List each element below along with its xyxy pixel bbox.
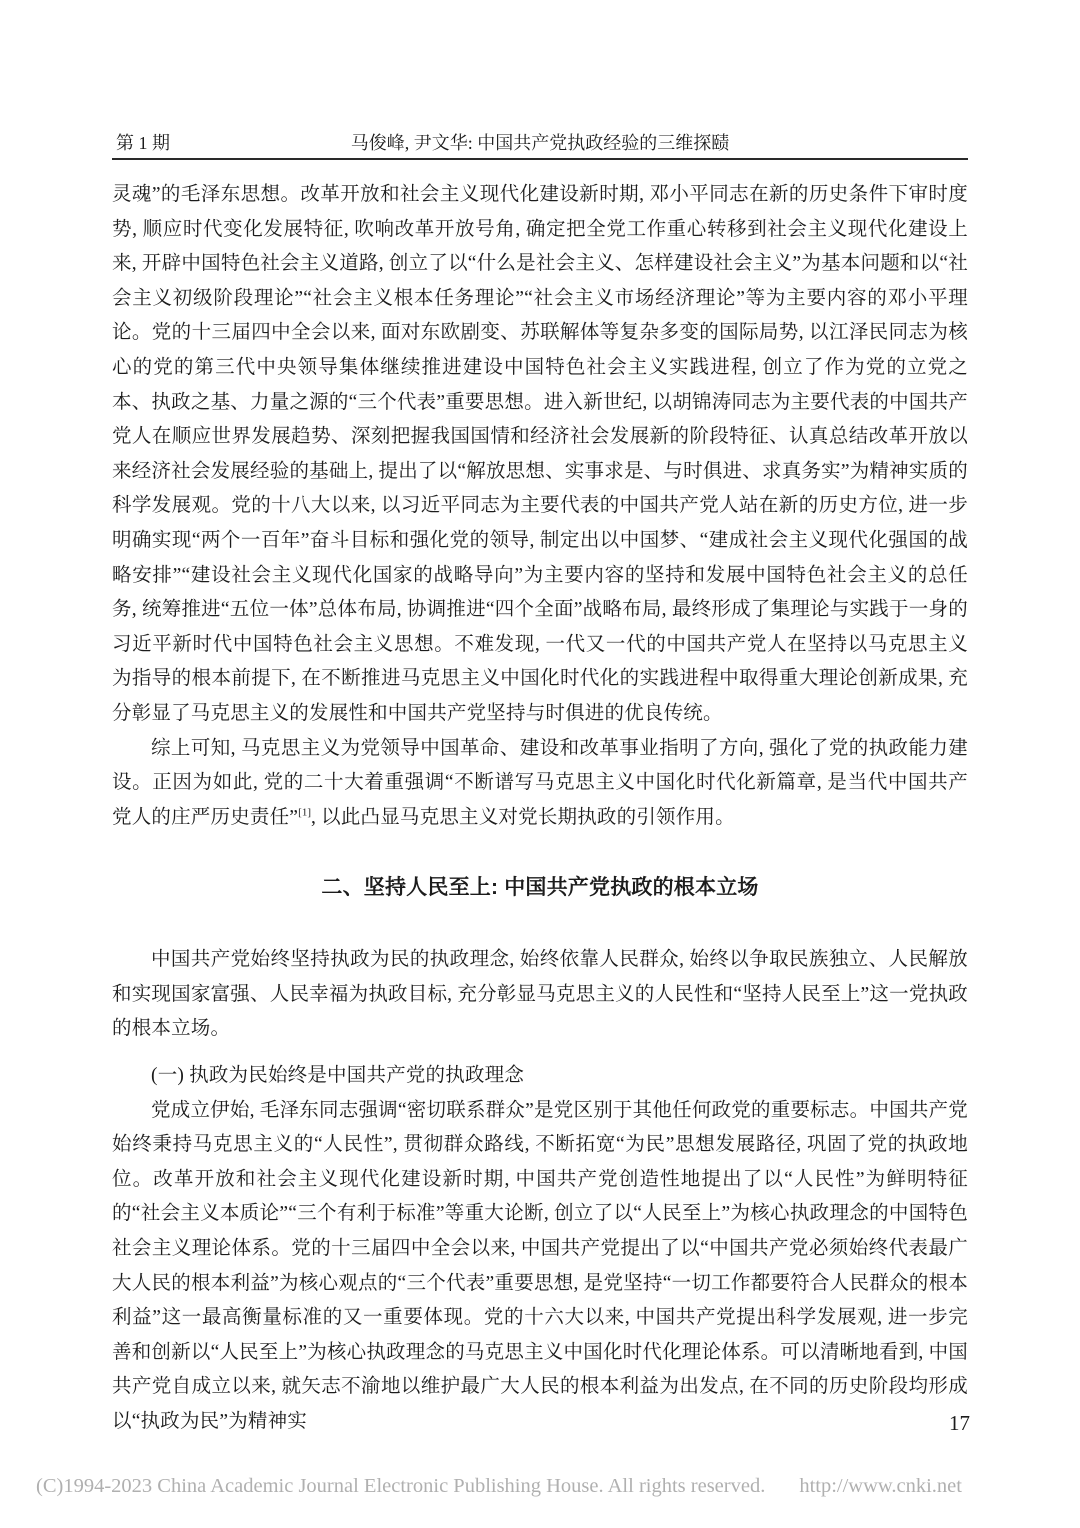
paragraph-summary <box>112 732 968 836</box>
page-number: 17 <box>949 1411 970 1435</box>
paragraph-continuation: 灵魂”的毛泽东思想。改革开放和社会主义现代化建设新时期, 邓小平同志在新的历史条件下审时度势, 顺应时代变化发展特征, 吹响改革开放号角, 确定把全党工作重心转移到社会主义现代化建设上来, 开辟中国特色社会主义道路, 创立了以“什么是社会主义、怎样建设社会主义”为基本问题和以“社会主义初级阶段理论”“社会主义根本任务理论”“社会主义市场经济理论”等为主要内容的邓小平理论。党的十三届四中全会以来, 面对东欧剧变、苏联解体等复杂多变的国际局势, 以江泽民同志为核心的党的第三代中央领导集体继续推进建设中国特色社会主义实践进程, 创立了作为党的立党之本、执政之基、力量之源的“三个代表”重要思想。进入新世纪, 以胡锦涛同志为主要代表的中国共产党人在顺应世界发展趋势、深刻把握我国国情和经济社会发展新的阶段特征、认真总结改革开放以来经济社会发展经验的基础上, 提出了以“解放思想、实事求是、与时俱进、求真务实”为精神实质的科学发展观。党的十八大以来, 以习近平同志为主要代表的中国共产党人站在新的历史方位, 进一步明确实现“两个一百年”奋斗目标和强化党的领导, 制定出以中国梦、“建成社会主义现代化强国的战略安排”“建设社会主义现代化国家的战略导向”为主要内容的坚持和发展中国特色社会主义的总任务, 统筹推进“五位一体”总体布局, 协调推进“四个全面”战略布局, 最终形成了集理论与实践于一身的习近平新时代中国特色社会主义思想。不难发现, 一代又一代的中国共产党人在坚持以马克思主义为指导的根本前提下, 在不断推进马克思主义中国化时代化的实践进程中取得重大理论创新成果, 充分彰显了马克思主义的发展性和中国共产党坚持与时俱进的优良传统。 <box>112 184 968 724</box>
subsection-heading-2-1: (一) 执政为民始终是中国共产党的执政理念 <box>151 1065 525 1087</box>
running-title: 马俊峰, 尹文华: 中国共产党执政经验的三维探赜 <box>350 133 730 153</box>
subsection-2-1-paragraph: 党成立伊始, 毛泽东同志强调“密切联系群众”是党区别于其他任何政党的重要标志。中国共产党始终秉持马克思主义的“人民性”, 贯彻群众路线, 不断拓宽“为民”思想发展路径, 巩固了党的执政地位。改革开放和社会主义现代化建设新时期, 中国共产党创造性地提出了以“人民性”为鲜明特征的“社会主义本质论”“三个有利于标准”等重大论断, 创立了以“人民至上”为核心执政理念的中国特色社会主义理论体系。党的十三届四中全会以来, 中国共产党提出了以“中国共产党必须始终代表最广大人民的根本利益”为核心观点的“三个代表”重要思想, 是党坚持“一切工作都要符合人民群众的根本利益”这一最高衡量标准的又一重要体现。党的十六大以来, 中国共产党提出科学发展观, 进一步完善和创新以“人民至上”为核心执政理念的马克思主义中国化时代化理论体系。可以清晰地看到, 中国共产党自成立以来, 就矢志不渝地以维护最广大人民的根本利益为出发点, 在不同的历史阶段均形成以“执政为民”为精神实 <box>112 1099 968 1432</box>
running-header <box>112 130 968 160</box>
issue-label: 第 1 期 <box>116 133 170 153</box>
paragraph-summary-text: 综上可知, 马克思主义为党领导中国革命、建设和改革事业指明了方向, 强化了党的执政能力建设。正因为如此, 党的二十大着重强调“不断谱写马克思主义中国化时代化新篇章, 是当代中国共产党人的庄严历史责任” <box>112 737 968 828</box>
copyright-notice: (C)1994-2023 China Academic Journal Electronic Publishing House. All rights reserved. <box>36 1475 766 1497</box>
section-heading-2: 二、坚持人民至上: 中国共产党执政的根本立场 <box>321 876 759 900</box>
paragraph-summary-tail: , 以此凸显马克思主义对党长期执政的引领作用。 <box>310 806 735 828</box>
citation-marker: [1] <box>298 806 311 819</box>
article-body <box>112 178 968 1440</box>
section2-intro-paragraph: 中国共产党始终坚持执政为民的执政理念, 始终依靠人民群众, 始终以争取民族独立、人民解放和实现国家富强、人民幸福为执政目标, 充分彰显马克思主义的人民性和“坚持人民至上”这一党执政的根本立场。 <box>112 949 968 1040</box>
cnki-footer <box>36 1472 1044 1500</box>
cnki-url: http://www.cnki.net <box>799 1475 962 1497</box>
